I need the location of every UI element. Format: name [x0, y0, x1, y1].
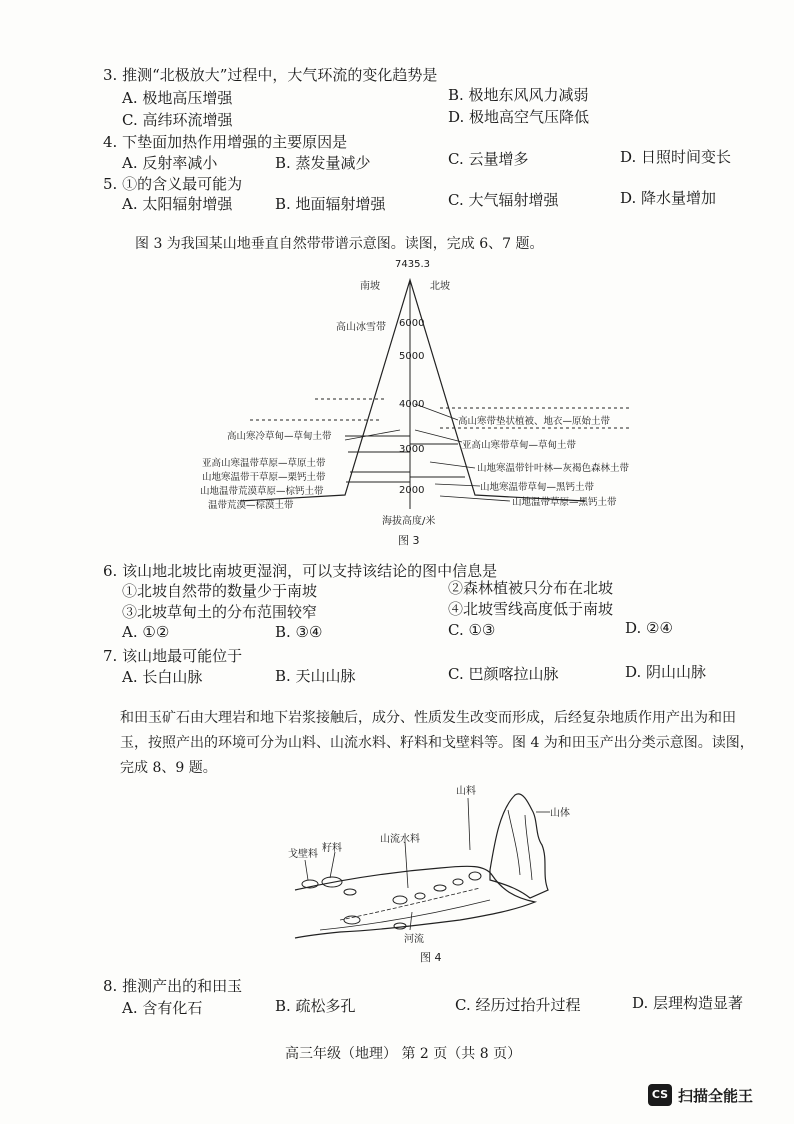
fig4-label-shanliao: 山料	[456, 786, 476, 797]
q4-option-c: C. 云量增多	[448, 150, 529, 168]
q8-option-a: A. 含有化石	[122, 999, 203, 1017]
q3-option-a: A. 极地高压增强	[122, 89, 233, 107]
q6-stem: 6. 该山地北坡比南坡更湿润，可以支持该结论的图中信息是	[103, 562, 498, 580]
q7-option-a: A. 长白山脉	[122, 668, 203, 686]
fig3-left-label-0: 高山冰雪带	[336, 322, 386, 333]
q3-option-b: B. 极地东风风力减弱	[448, 86, 589, 104]
q3-option-c: C. 高纬环流增强	[122, 111, 233, 129]
fig3-left-label-2: 亚高山寒温带草原—草原土带	[202, 458, 326, 469]
fig4-label-gebi: 戈壁料	[288, 849, 318, 860]
q5-option-a: A. 太阳辐射增强	[122, 195, 233, 213]
fig3-right-label-2: 山地寒温带针叶林—灰褐色森林土带	[477, 463, 630, 474]
q4-stem: 4. 下垫面加热作用增强的主要原因是	[103, 133, 348, 151]
fig3-left-label-5: 温带荒漠—棕漠土带	[208, 500, 294, 511]
q8-option-d: D. 层理构造显著	[632, 994, 744, 1012]
q6-statement-2: ②森林植被只分布在北坡	[448, 579, 614, 597]
q6-option-a: A. ①②	[122, 623, 170, 641]
fig4-label-heliu: 河流	[404, 934, 424, 945]
fig3-south-label: 南坡	[360, 281, 380, 292]
fig3-right-label-1: 亚高山寒带草甸—草甸土带	[462, 440, 577, 451]
q5-option-b: B. 地面辐射增强	[275, 195, 386, 213]
scanner-logo: CS	[648, 1084, 672, 1106]
fig4-caption: 图 4	[420, 951, 442, 964]
fig4-intro: 和田玉矿石由大理岩和地下岩浆接触后，成分、性质发生改变而形成，后经复杂地质作用产出为和田玉，按照产出的环境可分为山料、山流水料、籽料和戈壁料等。图 4 为和田玉产出分类示意图。读图，完成 8、9 题。	[120, 710, 754, 776]
q8-option-b: B. 疏松多孔	[275, 997, 356, 1015]
fig3-axis-title: 海拔高度/米	[382, 516, 436, 527]
fig4-label-ziliao: 籽料	[322, 843, 342, 854]
q7-option-b: B. 天山山脉	[275, 667, 356, 685]
q6-statement-3: ③北坡草甸土的分布范围较窄	[122, 603, 318, 621]
fig3-tick-4000: 4000	[399, 399, 425, 410]
fig3-left-label-1: 高山寒冷草甸—草甸土带	[227, 431, 332, 442]
q5-option-d: D. 降水量增加	[620, 189, 717, 207]
q5-option-c: C. 大气辐射增强	[448, 191, 559, 209]
q6-statement-4: ④北坡雪线高度低于南坡	[448, 600, 614, 618]
q7-option-c: C. 巴颜喀拉山脉	[448, 665, 559, 683]
fig3-right-label-4: 山地温带草原—黑钙土带	[512, 497, 617, 508]
fig3-tick-6000: 6000	[399, 318, 425, 329]
q8-option-c: C. 经历过抬升过程	[455, 996, 581, 1014]
fig3-diagram	[190, 252, 670, 552]
q4-option-a: A. 反射率减小	[122, 154, 218, 172]
q6-option-d: D. ②④	[625, 619, 673, 637]
q6-statement-1: ①北坡自然带的数量少于南坡	[122, 582, 318, 600]
fig3-tick-2000: 2000	[399, 485, 425, 496]
q4-option-d: D. 日照时间变长	[620, 148, 732, 166]
q3-stem: 3. 推测“北极放大”过程中，大气环流的变化趋势是	[103, 66, 438, 84]
fig4-label-shanliushui: 山流水料	[380, 834, 420, 845]
fig3-right-label-0: 高山寒带垫状植被、地衣—原始土带	[458, 416, 611, 427]
fig4-diagram	[280, 780, 600, 975]
q7-stem: 7. 该山地最可能位于	[103, 647, 243, 665]
fig3-tick-3000: 3000	[399, 444, 425, 455]
fig3-left-label-4: 山地温带荒漠草原—棕钙土带	[200, 486, 324, 497]
q4-option-b: B. 蒸发量减少	[275, 154, 371, 172]
q5-stem: 5. ①的含义最可能为	[103, 175, 243, 193]
q8-stem: 8. 推测产出的和田玉	[103, 977, 243, 995]
page-footer: 高三年级（地理） 第 2 页（共 8 页）	[285, 1046, 522, 1062]
fig3-tick-5000: 5000	[399, 351, 425, 362]
fig3-right-label-3: 山地寒温带草甸—黑钙土带	[480, 482, 595, 493]
q7-option-d: D. 阴山山脉	[625, 663, 707, 681]
fig3-peak-label: 7435.3	[395, 259, 430, 270]
q3-option-d: D. 极地高空气压降低	[448, 108, 590, 126]
q6-option-c: C. ①③	[448, 621, 496, 639]
fig3-intro: 图 3 为我国某山地垂直自然带带谱示意图。读图，完成 6、7 题。	[135, 236, 544, 252]
q6-option-b: B. ③④	[275, 623, 323, 641]
fig3-caption: 图 3	[398, 534, 420, 547]
fig4-label-shanti: 山体	[550, 808, 570, 819]
scanner-watermark-text: 扫描全能王	[678, 1087, 754, 1105]
fig3-left-label-3: 山地寒温带干草原—栗钙土带	[202, 472, 326, 483]
fig3-north-label: 北坡	[430, 281, 450, 292]
